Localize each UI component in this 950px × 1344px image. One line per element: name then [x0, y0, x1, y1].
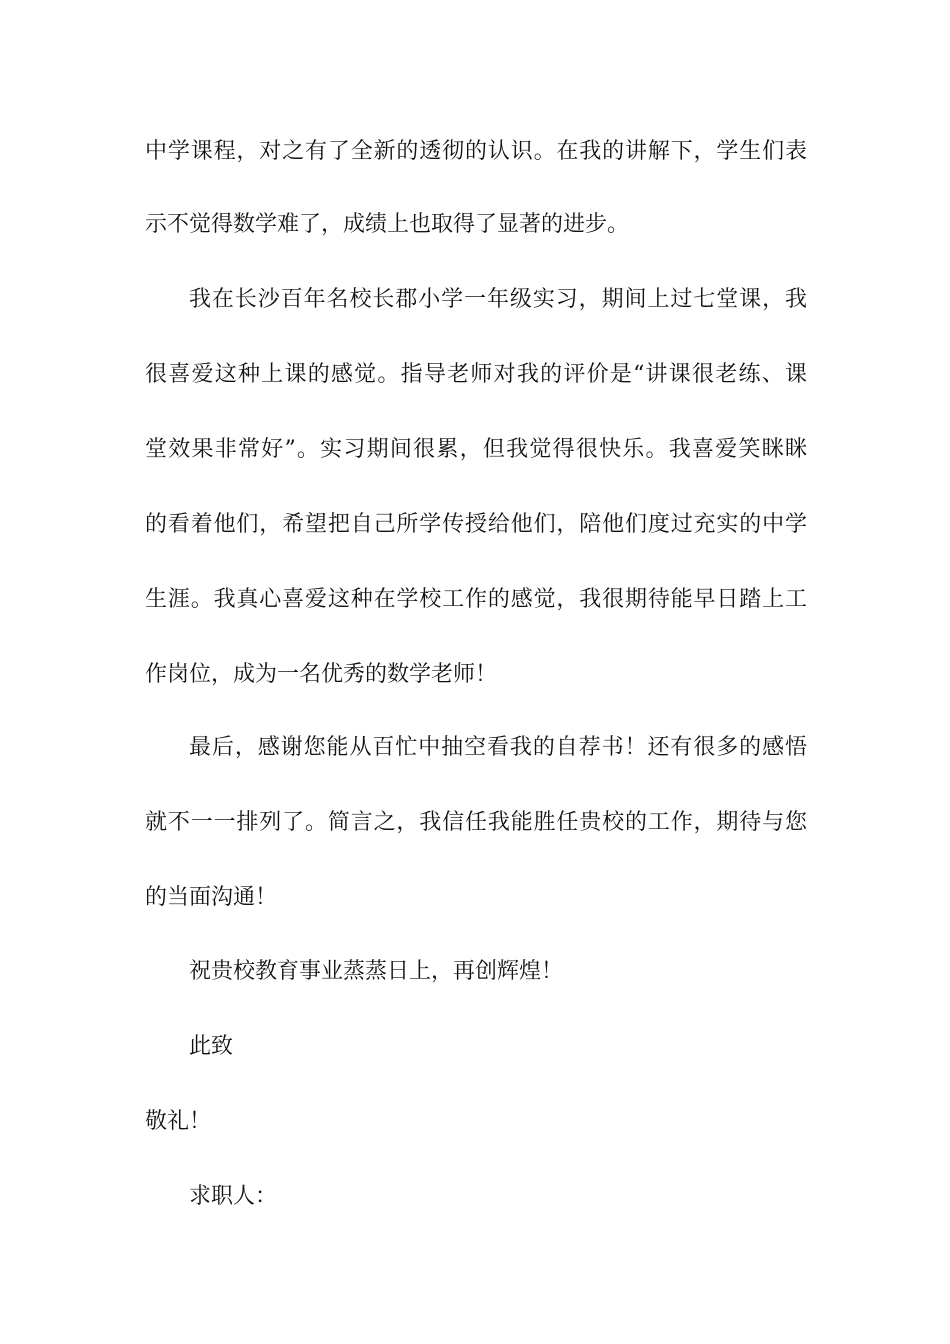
closing-respect: 敬礼！ [145, 1109, 212, 1134]
paragraph-line: 的当面沟通！ [145, 885, 278, 910]
paragraph-line: 最后，感谢您能从百忙中抽空看我的自荐书！还有很多的感悟 [189, 735, 807, 760]
paragraph-line: 很喜爱这种上课的感觉。指导老师对我的评价是“讲课很老练、课 [145, 362, 807, 387]
paragraph-line: 生涯。我真心喜爱这种在学校工作的感觉，我很期待能早日踏上工 [145, 587, 807, 612]
paragraph-line: 就不一一排列了。简言之，我信任我能胜任贵校的工作，期待与您 [145, 810, 807, 835]
closing-wish: 祝贵校教育事业蒸蒸日上，再创辉煌！ [189, 959, 564, 984]
paragraph-line: 的看着他们，希望把自己所学传授给他们，陪他们度过充实的中学 [145, 512, 807, 537]
paragraph-line: 我在长沙百年名校长郡小学一年级实习，期间上过七堂课，我 [189, 287, 807, 312]
paragraph-line: 堂效果非常好”。实习期间很累，但我觉得很快乐。我喜爱笑眯眯 [145, 437, 807, 462]
applicant-signature-label: 求职人： [189, 1184, 278, 1209]
paragraph-line: 中学课程，对之有了全新的透彻的认识。在我的讲解下，学生们表 [145, 139, 807, 164]
paragraph-line: 作岗位，成为一名优秀的数学老师！ [145, 662, 498, 687]
closing-salutation: 此致 [189, 1034, 234, 1059]
paragraph-line: 示不觉得数学难了，成绩上也取得了显著的进步。 [145, 212, 630, 237]
